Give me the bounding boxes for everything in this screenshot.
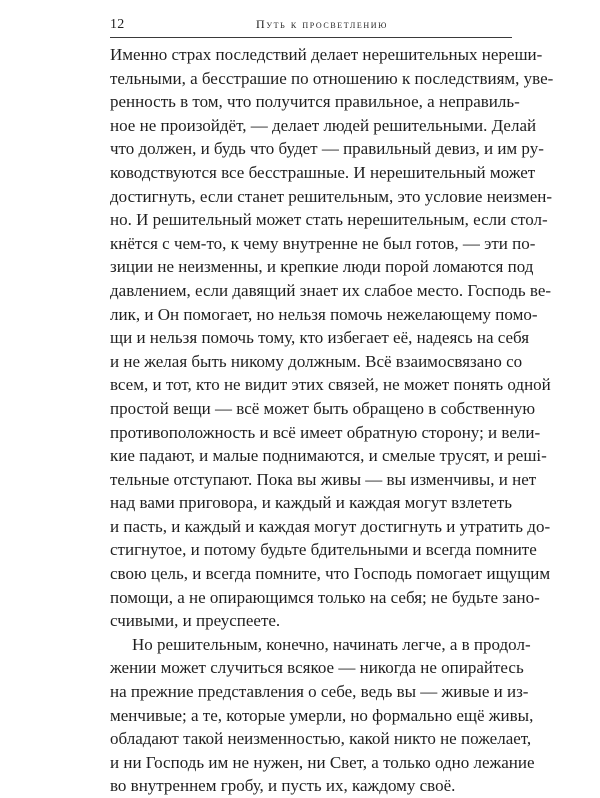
text-line: лик, и Он помогает, но нельзя помочь нежелающему помо-	[110, 304, 538, 324]
running-header	[110, 17, 512, 38]
page-number: 12	[110, 17, 125, 32]
text-line: давлением, если давящий знает их слабое место. Господь ве-	[110, 280, 552, 300]
text-line: противоположность и всё имеет обратную сторону; и вели-	[110, 422, 541, 442]
paragraph-1	[110, 43, 554, 633]
text-line: менчивые; а те, которые умерли, но формально ещё живы,	[110, 705, 534, 725]
text-line: свою цель, и всегда помните, что Господь помогает ищущим	[110, 564, 551, 584]
text-line: что должен, и будь что будет — правильный девиз, и им ру-	[110, 139, 544, 159]
text-line: стигнутое, и потому будьте бдительными и всегда помните	[110, 540, 537, 560]
text-line: кнётся с чем-то, к чему внутренне не был готов, — эти по-	[110, 233, 536, 253]
paragraph-2	[110, 633, 535, 798]
text-line: Именно страх последствий делает нерешительных нереши-	[110, 45, 543, 64]
text-line: простой вещи — всё может быть обращено в собственную	[110, 398, 536, 418]
text-line: помощи, а не опирающимся только на себя; не будьте зано-	[110, 587, 540, 607]
text-line: обладают такой неизменностью, какой никто не пожелает,	[110, 729, 532, 749]
text-line: Но решительным, конечно, начинать легче, а в продол-	[132, 634, 531, 654]
text-line: на прежние представления о себе, ведь вы — живые и из-	[110, 682, 529, 702]
text-line: во внутреннем гробу, и пусть их, каждому своё.	[110, 776, 456, 796]
text-line: и ни Господь им не нужен, ни Свет, а только одно лежание	[110, 752, 535, 772]
running-title: Путь к просветлению	[256, 17, 388, 31]
text-line: кие падают, и малые поднимаются, и смелые трусят, и решi-	[110, 446, 547, 466]
text-line: щи и нельзя помочь тому, кто избегает её, надеясь на себя	[110, 328, 530, 348]
text-line: ководствуются все бесстрашные. И нерешительный может	[110, 162, 536, 182]
text-line: всем, и тот, кто не видит этих связей, не может понять одной	[110, 375, 551, 395]
text-line: и пасть, и каждый и каждая могут достигнуть и утратить до-	[110, 516, 551, 536]
text-line: ренность в том, что получится правильное, а неправиль-	[110, 92, 520, 112]
text-line: зиции не неизменны, и крепкие люди порой ломаются под	[110, 257, 534, 277]
text-line: тельными, а бесстрашие по отношению к последствиям, уве-	[110, 68, 554, 88]
text-line: и не желая быть никому должным. Всё взаимосвязано со	[110, 351, 523, 371]
text-line: но. И решительный может стать нерешительным, если стол-	[110, 210, 548, 230]
text-line: ное не произойдёт, — делает людей решительными. Делай	[110, 115, 537, 135]
text-line: счивыми, и преуспеете.	[110, 611, 281, 631]
text-line: над вами приговора, и каждый и каждая могут взлететь	[110, 493, 512, 513]
text-line: тельные отступают. Пока вы живы — вы изменчивы, и нет	[110, 469, 537, 489]
text-line: достигнуть, если станет решительным, это условие неизмен-	[110, 186, 552, 206]
text-line: жении может случиться всякое — никогда не опирайтесь	[110, 658, 524, 678]
body-text	[110, 43, 554, 798]
